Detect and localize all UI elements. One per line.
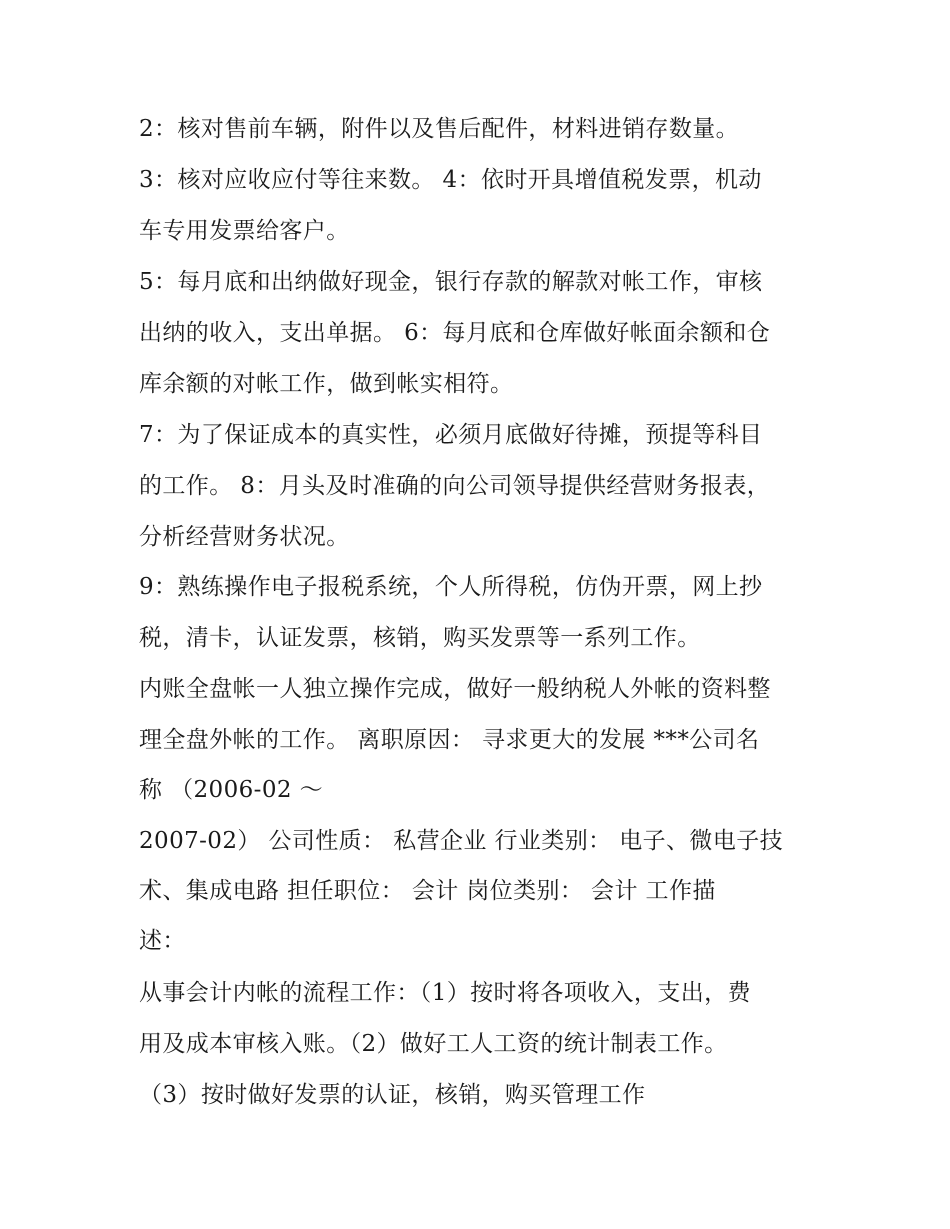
text-line: 从事会计内帐的流程工作：（1）按时将各项收入，支出，费 bbox=[139, 980, 751, 1006]
text-line: 的工作。 8：月头及时准确的向公司领导提供经营财务报表， bbox=[139, 473, 771, 499]
text-line: 内账全盘帐一人独立操作完成，做好一般纳税人外帐的资料整 bbox=[139, 676, 771, 702]
text-line: （3）按时做好发票的认证，核销，购买管理工作 bbox=[139, 1082, 646, 1108]
text-line: 述： bbox=[139, 928, 186, 954]
text-line: 车专用发票给客户。 bbox=[139, 218, 350, 244]
text-line: 7：为了保证成本的真实性，必须月底做好待摊，预提等科目 bbox=[139, 422, 763, 448]
text-line: 出纳的收入，支出单据。 6：每月底和仓库做好帐面余额和仓 bbox=[139, 320, 771, 346]
text-line: 税，清卡，认证发票，核销，购买发票等一系列工作。 bbox=[139, 625, 701, 651]
text-line: 3：核对应收应付等往来数。 4：依时开具增值税发票，机动 bbox=[139, 167, 762, 193]
text-line: 术、集成电路 担任职位： 会计 岗位类别： 会计 工作描 bbox=[139, 878, 716, 904]
text-line: 用及成本审核入账。（2）做好工人工资的统计制表工作。 bbox=[139, 1031, 728, 1057]
text-line: 9：熟练操作电子报税系统，个人所得税，仿伪开票，网上抄 bbox=[139, 574, 763, 600]
text-line: 库余额的对帐工作，做到帐实相符。 bbox=[139, 371, 514, 397]
text-line: 2：核对售前车辆，附件以及售后配件，材料进销存数量。 bbox=[139, 116, 740, 142]
text-line: 分析经营财务状况。 bbox=[139, 524, 350, 550]
text-line: 称 （2006-02 ～ bbox=[139, 777, 323, 803]
text-line: 2007-02） 公司性质： 私营企业 行业类别： 电子、微电子技 bbox=[139, 828, 784, 854]
text-line: 理全盘外帐的工作。 离职原因： 寻求更大的发展 ***公司名 bbox=[139, 727, 760, 753]
text-line: 5：每月底和出纳做好现金，银行存款的解款对帐工作，审核 bbox=[139, 269, 763, 295]
